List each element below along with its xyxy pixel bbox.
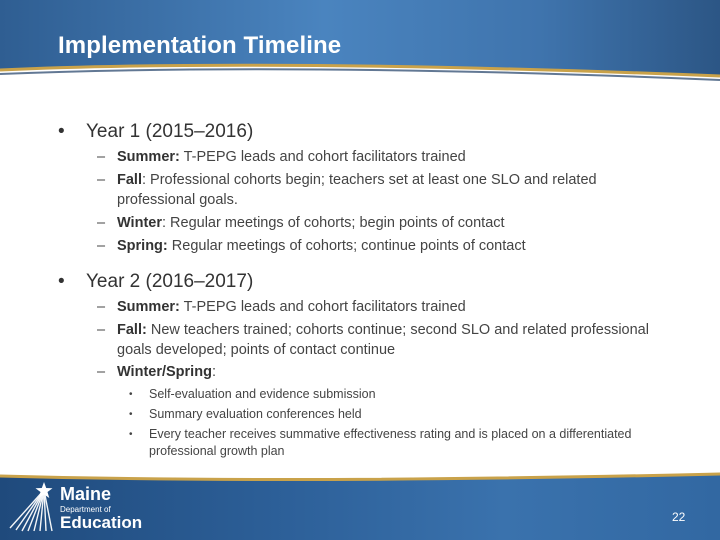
slide-title: Implementation Timeline	[58, 32, 342, 59]
logo-line-maine: Maine	[60, 484, 112, 504]
item-text: :	[211, 364, 216, 380]
item-label: Summer:	[117, 149, 180, 165]
bullet-icon: •	[129, 409, 133, 420]
page-number: 22	[672, 510, 686, 524]
dash-icon: –	[97, 364, 106, 380]
star-rays-icon	[8, 480, 58, 532]
item-text: Regular meetings of cohorts; continue points of contact	[167, 238, 526, 254]
item-text: : Professional cohorts begin; teachers set at least one SLO and related professional goals.	[117, 172, 597, 208]
slide-footer	[0, 470, 720, 540]
dash-icon: –	[97, 149, 106, 165]
item-text: : Regular meetings of cohorts; begin points of contact	[161, 215, 505, 231]
item-label: Spring:	[117, 238, 168, 254]
dash-icon: –	[97, 238, 106, 254]
sub-item-text: Self-evaluation and evidence submission	[149, 387, 376, 401]
section-heading: Year 2 (2016–2017)	[86, 271, 254, 292]
sub-item-text: Every teacher receives summative effectiveness rating and is placed on a differentiated professional growth plan	[149, 427, 632, 458]
bullet-icon: •	[58, 271, 65, 292]
item-label: Winter/Spring	[117, 364, 212, 380]
bullet-icon: •	[58, 121, 65, 142]
item-label: Winter	[117, 215, 162, 231]
slide-header	[0, 0, 720, 88]
logo-line-department: Department of	[60, 505, 111, 514]
dash-icon: –	[97, 215, 106, 231]
bullet-icon: •	[129, 389, 133, 400]
section-heading: Year 1 (2015–2016)	[86, 121, 254, 142]
item-label: Fall	[117, 172, 142, 188]
item-label: Fall:	[117, 322, 147, 338]
item-label: Summer:	[117, 299, 180, 315]
sub-item-text: Summary evaluation conferences held	[149, 407, 362, 421]
dash-icon: –	[97, 299, 106, 315]
dash-icon: –	[97, 322, 106, 338]
item-text: T-PEPG leads and cohort facilitators trained	[179, 149, 466, 165]
dash-icon: –	[97, 172, 106, 188]
logo-line-education: Education	[60, 513, 143, 532]
maine-doe-logo	[8, 480, 158, 532]
item-text: New teachers trained; cohorts continue; second SLO and related professional goals developed; points of contact continue	[117, 322, 649, 358]
item-text: T-PEPG leads and cohort facilitators trained	[179, 299, 466, 315]
bullet-icon: •	[129, 429, 133, 440]
